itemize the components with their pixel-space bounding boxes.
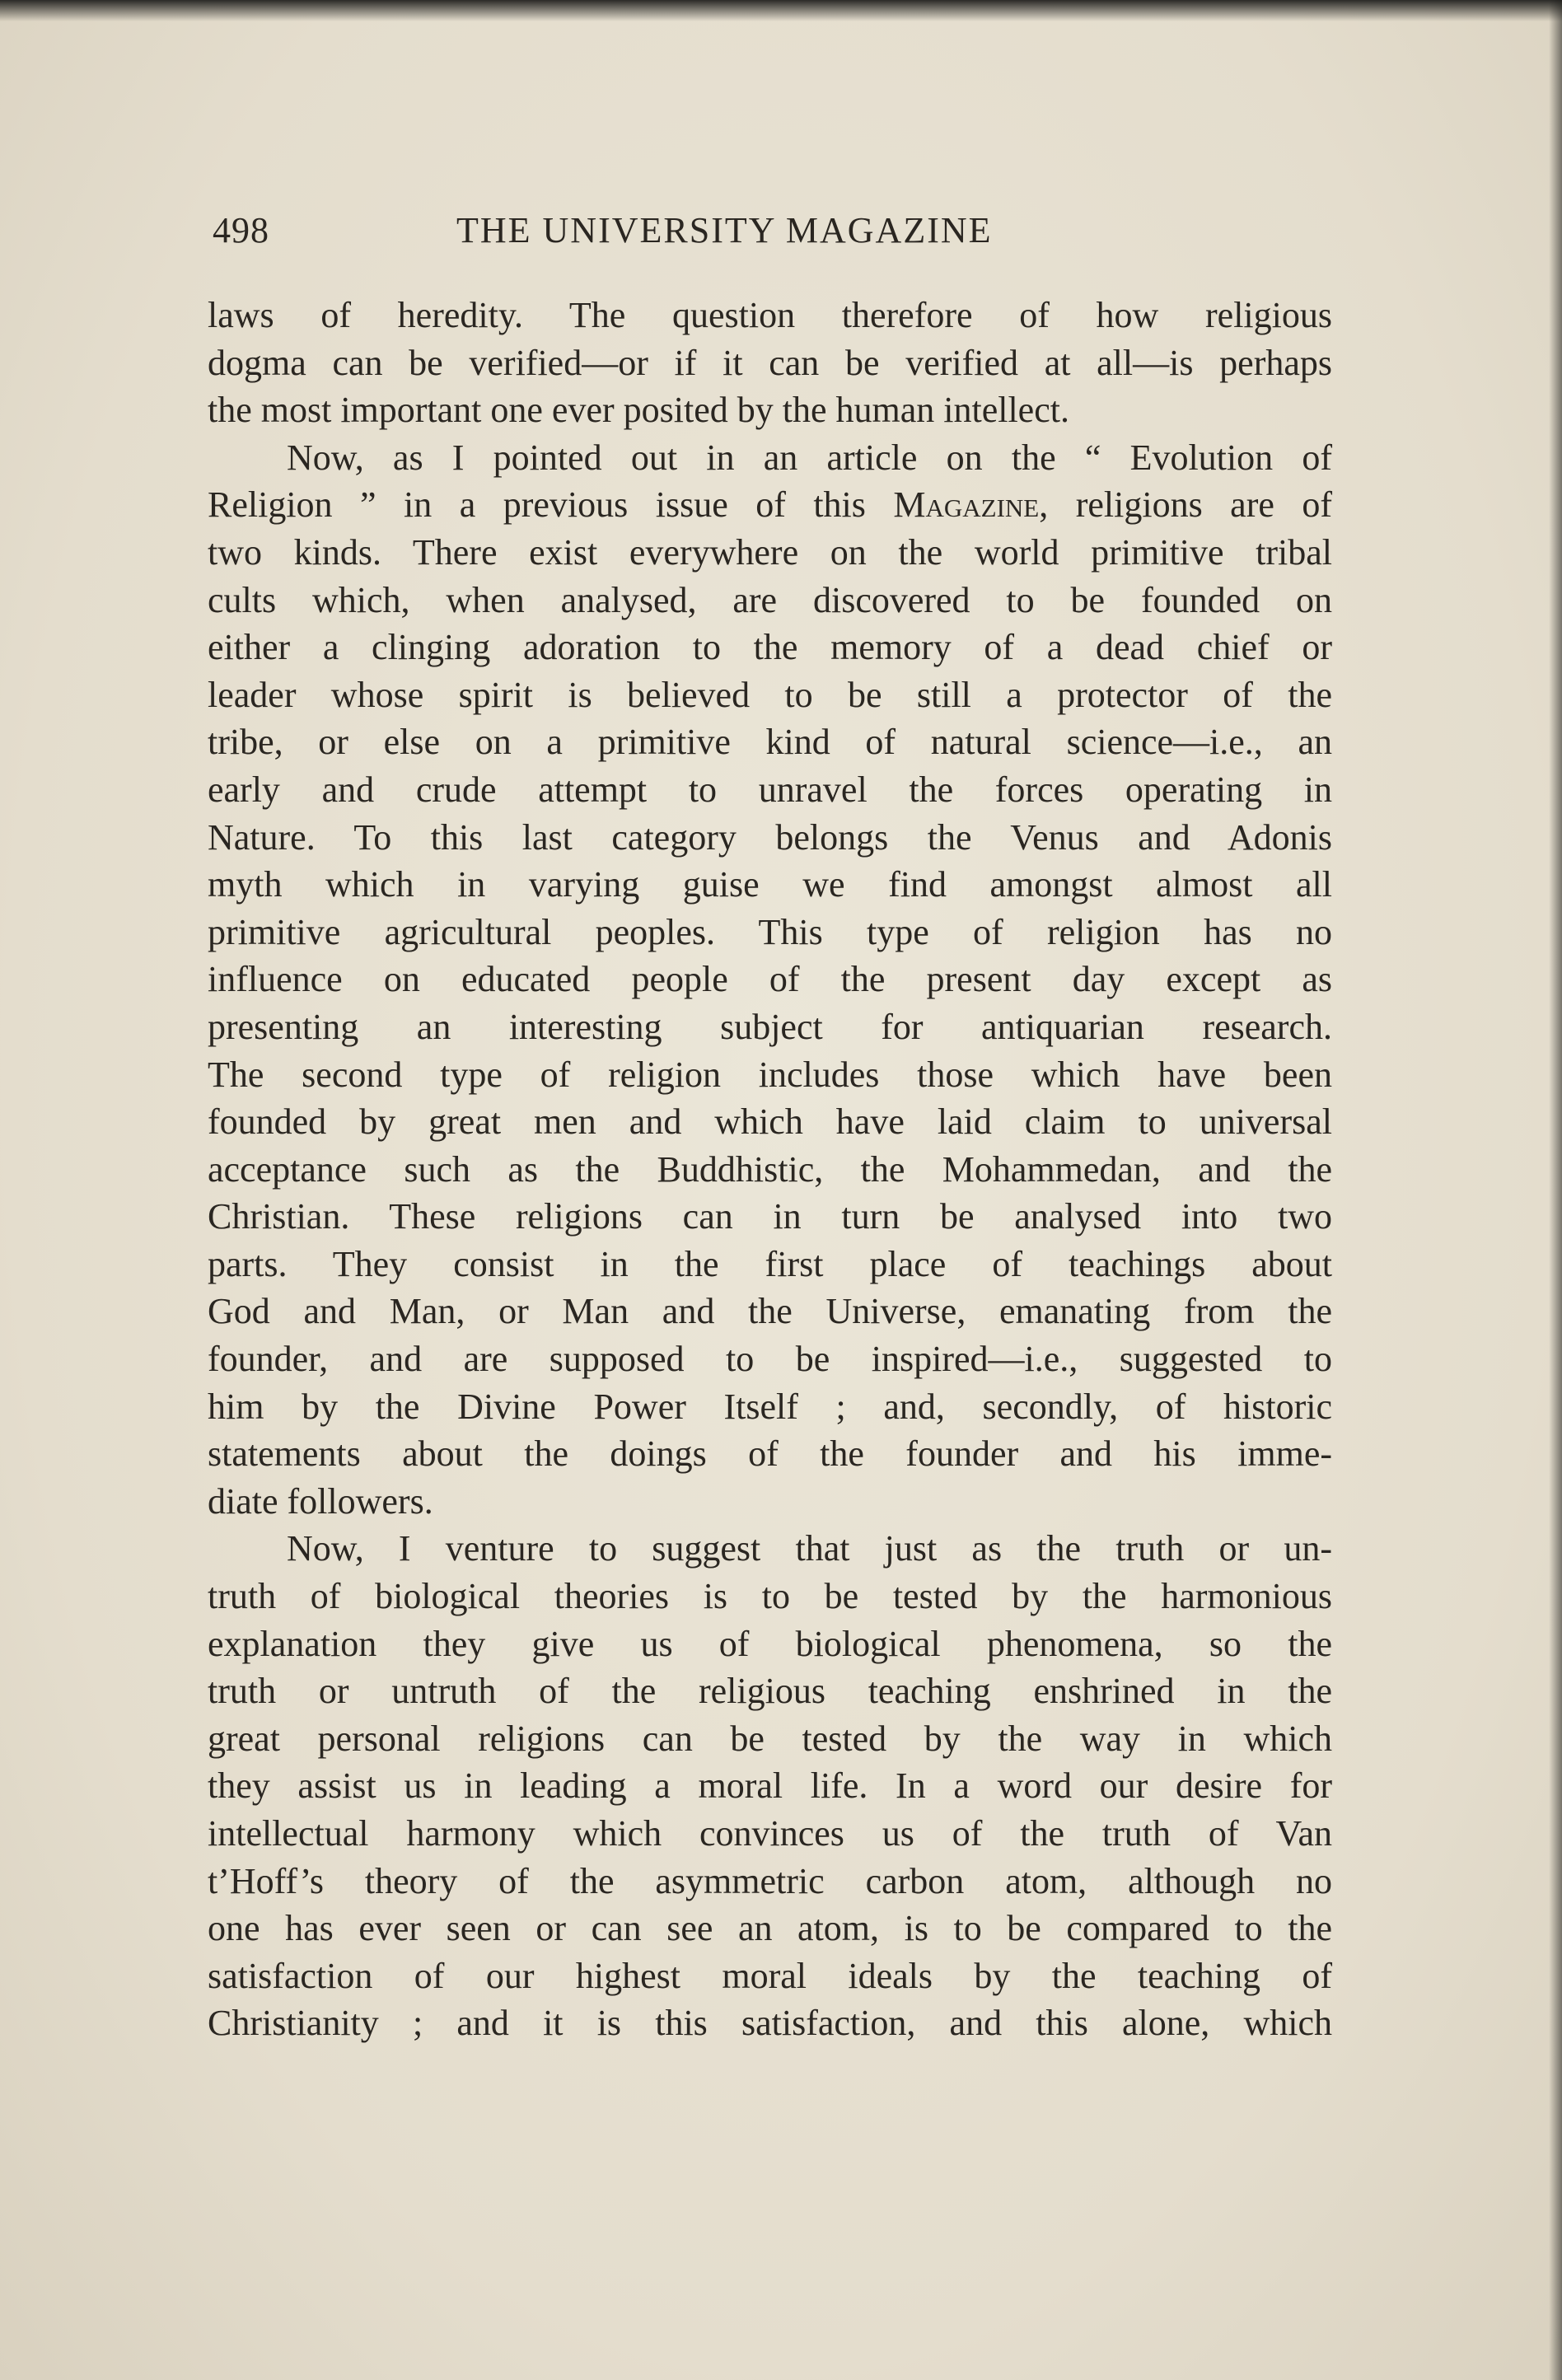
page-number: 498: [213, 210, 269, 250]
text-line: either a clinging adoration to the memory of a dead chief or: [208, 627, 1332, 668]
text-line: Nature. To this last category belongs the Venus and Adonis: [208, 816, 1332, 858]
text-line: diate followers.: [208, 1480, 433, 1522]
text-line: truth or untruth of the religious teaching enshrined in the: [208, 1671, 1332, 1712]
text-fragment: , religions are of: [1039, 484, 1333, 526]
text-line: tribe, or else on a primitive kind of natural science—i.e., an: [208, 722, 1332, 763]
text-line: Christian. These religions can in turn be analysed into two: [208, 1196, 1332, 1237]
page-top-shadow: [0, 0, 1562, 21]
text-line: dogma can be verified—or if it can be verified at all—is perhaps: [208, 342, 1332, 383]
text-line: truth of biological theories is to be tested by the harmonious: [208, 1576, 1332, 1617]
paragraph-start-line: Now, I venture to suggest that just as the truth or un-: [287, 1528, 1332, 1569]
text-line: God and Man, or Man and the Universe, emanating from the: [208, 1291, 1332, 1332]
body-text: [208, 292, 1332, 2047]
text-line: founded by great men and which have laid claim to universal: [208, 1101, 1332, 1143]
text-line: great personal religions can be tested by the way in which: [208, 1718, 1332, 1759]
text-line: laws of heredity. The question therefore of how religious: [208, 295, 1332, 335]
page-right-edge: [1549, 0, 1562, 2380]
text-line: presenting an interesting subject for antiquarian research.: [208, 1006, 1332, 1047]
text-line: parts. They consist in the first place of teachings about: [208, 1243, 1332, 1284]
text-line: myth which in varying guise we find amongst almost all: [208, 864, 1332, 905]
text-line: founder, and are supposed to be inspired—i.e., suggested to: [208, 1339, 1332, 1380]
text-line: the most important one ever posited by the human intellect.: [208, 390, 1069, 431]
text-line: intellectual harmony which convinces us of the truth of Van: [208, 1813, 1332, 1854]
text-line: explanation they give us of biological phenomena, so the: [208, 1623, 1332, 1664]
text-line: early and crude attempt to unravel the forces operating in: [208, 769, 1332, 810]
text-line: two kinds. There exist everywhere on the world primitive tribal: [208, 531, 1332, 573]
text-fragment: Religion ” in a previous issue of this: [208, 484, 866, 526]
text-line: statements about the doings of the founder and his imme-: [208, 1433, 1332, 1475]
text-line: The second type of religion includes those which have been: [208, 1054, 1332, 1095]
text-line: one has ever seen or can see an atom, is to be compared to the: [208, 1908, 1332, 1949]
text-line: satisfaction of our highest moral ideals by the teaching of: [208, 1955, 1332, 1996]
text-line: t’Hoff’s theory of the asymmetric carbon atom, although no: [208, 1860, 1332, 1901]
text-line: influence on educated people of the present day except as: [208, 959, 1332, 1000]
paragraph-start-line: Now, as I pointed out in an article on the “ Evolution of: [287, 437, 1332, 478]
text-line: acceptance such as the Buddhistic, the Mohammedan, and the: [208, 1148, 1332, 1190]
text-line: him by the Divine Power Itself ; and, secondly, of historic: [208, 1386, 1332, 1427]
text-line: they assist us in leading a moral life. In a word our desire for: [208, 1765, 1332, 1807]
text-line: Christianity ; and it is this satisfaction, and this alone, which: [208, 2003, 1332, 2044]
text-line: cults which, when analysed, are discovered to be founded on: [208, 579, 1332, 620]
running-title: THE UNIVERSITY MAGAZINE: [456, 210, 993, 250]
text-line: primitive agricultural peoples. This type of religion has no: [208, 911, 1332, 952]
text-line: leader whose spirit is believed to be still a protector of the: [208, 674, 1332, 715]
running-header: [213, 209, 1087, 259]
magazine-word: Magazine: [893, 484, 1040, 526]
text-line: [208, 481, 1332, 529]
